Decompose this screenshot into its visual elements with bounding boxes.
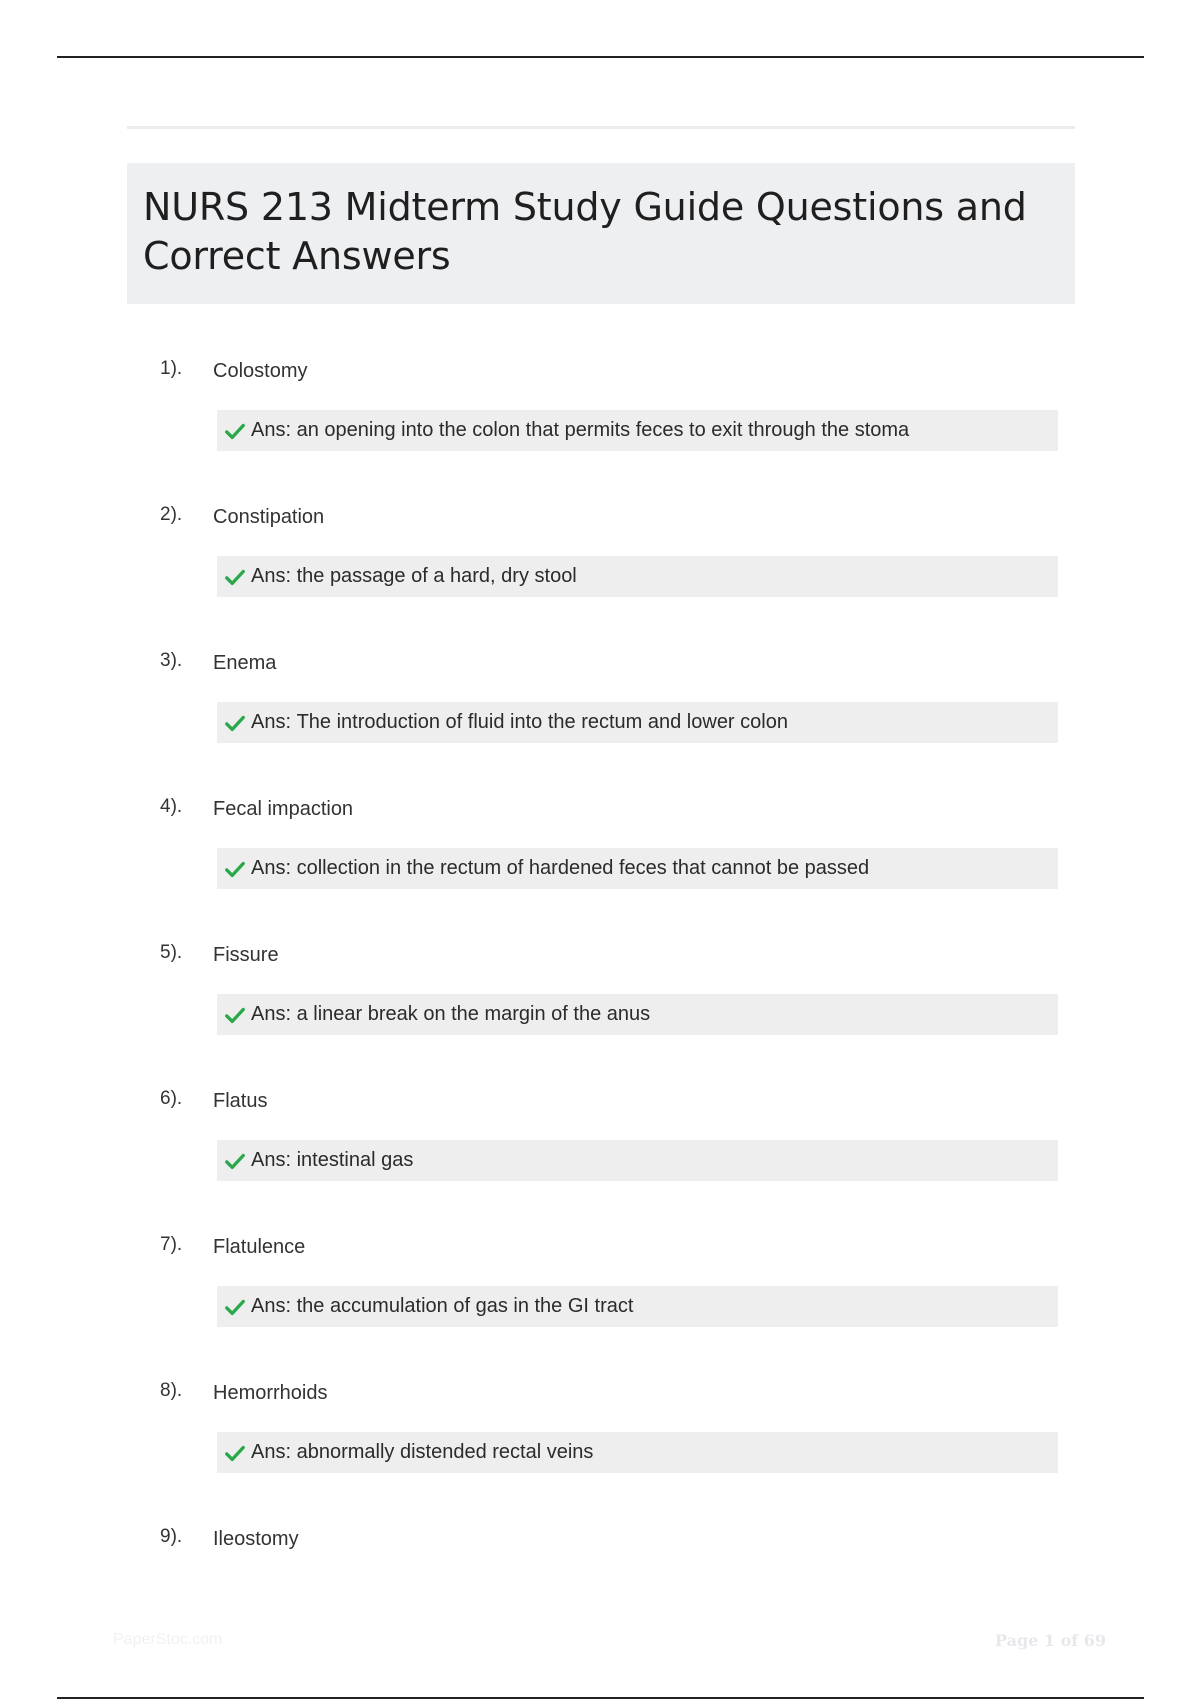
question-term: Enema [213, 652, 277, 674]
question-number: 6). [160, 1088, 183, 1109]
answer-box [217, 1286, 1058, 1327]
question-term: Constipation [213, 506, 325, 528]
question-item [0, 644, 1200, 790]
page-number: Page 1 of 69 [995, 1631, 1106, 1650]
answer-prefix: Ans: [251, 857, 297, 879]
title-banner [127, 163, 1075, 304]
answer-text: the accumulation of gas in the GI tract [296, 1295, 634, 1317]
answer-box [217, 1140, 1058, 1181]
header-divider [127, 126, 1075, 129]
question-term: Flatulence [213, 1236, 306, 1258]
checkmark-icon [224, 712, 246, 734]
answer-box [217, 702, 1058, 743]
question-item [0, 1374, 1200, 1520]
question-list [0, 352, 1200, 1666]
question-item [0, 498, 1200, 644]
checkmark-icon [224, 566, 246, 588]
question-number: 8). [160, 1380, 183, 1401]
answer-prefix: Ans: [251, 1441, 297, 1463]
question-term: Fecal impaction [213, 798, 354, 820]
checkmark-icon [224, 1150, 246, 1172]
question-item [0, 352, 1200, 498]
answer-text: the passage of a hard, dry stool [296, 565, 577, 587]
question-item [0, 1228, 1200, 1374]
checkmark-icon [224, 858, 246, 880]
question-item [0, 1082, 1200, 1228]
answer-text: collection in the rectum of hardened feces that cannot be passed [296, 857, 870, 879]
question-number: 5). [160, 942, 183, 963]
checkmark-icon [224, 1296, 246, 1318]
answer-prefix: Ans: [251, 711, 297, 733]
answer-prefix: Ans: [251, 1149, 297, 1171]
question-term: Fissure [213, 944, 279, 966]
answer-box [217, 848, 1058, 889]
answer-prefix: Ans: [251, 1003, 297, 1025]
answer-box [217, 994, 1058, 1035]
answer-prefix: Ans: [251, 1295, 297, 1317]
checkmark-icon [224, 1004, 246, 1026]
answer-prefix: Ans: [251, 419, 297, 441]
answer-text: a linear break on the margin of the anus [296, 1003, 651, 1025]
answer-box [217, 1432, 1058, 1473]
question-term: Hemorrhoids [213, 1382, 328, 1404]
question-term: Flatus [213, 1090, 268, 1112]
question-number: 2). [160, 504, 183, 525]
question-item [0, 936, 1200, 1082]
question-term: Colostomy [213, 360, 308, 382]
answer-box [217, 556, 1058, 597]
question-number: 3). [160, 650, 183, 671]
page-title: NURS 213 Midterm Study Guide Questions and Correct Answers [143, 185, 1027, 278]
top-rule [57, 56, 1144, 58]
answer-text: The introduction of fluid into the rectum and lower colon [296, 711, 788, 733]
question-item [0, 790, 1200, 936]
question-term: Ileostomy [213, 1528, 299, 1550]
answer-text: abnormally distended rectal veins [296, 1441, 594, 1463]
checkmark-icon [224, 420, 246, 442]
answer-text: an opening into the colon that permits feces to exit through the stoma [296, 419, 910, 441]
footer-watermark: PaperStoc.com [113, 1631, 223, 1648]
question-number: 1). [160, 358, 183, 379]
question-number: 4). [160, 796, 183, 817]
answer-prefix: Ans: [251, 565, 297, 587]
question-number: 7). [160, 1234, 183, 1255]
checkmark-icon [224, 1442, 246, 1464]
bottom-rule [57, 1697, 1144, 1699]
answer-box [217, 410, 1058, 451]
question-number: 9). [160, 1526, 183, 1547]
answer-text: intestinal gas [296, 1149, 414, 1171]
